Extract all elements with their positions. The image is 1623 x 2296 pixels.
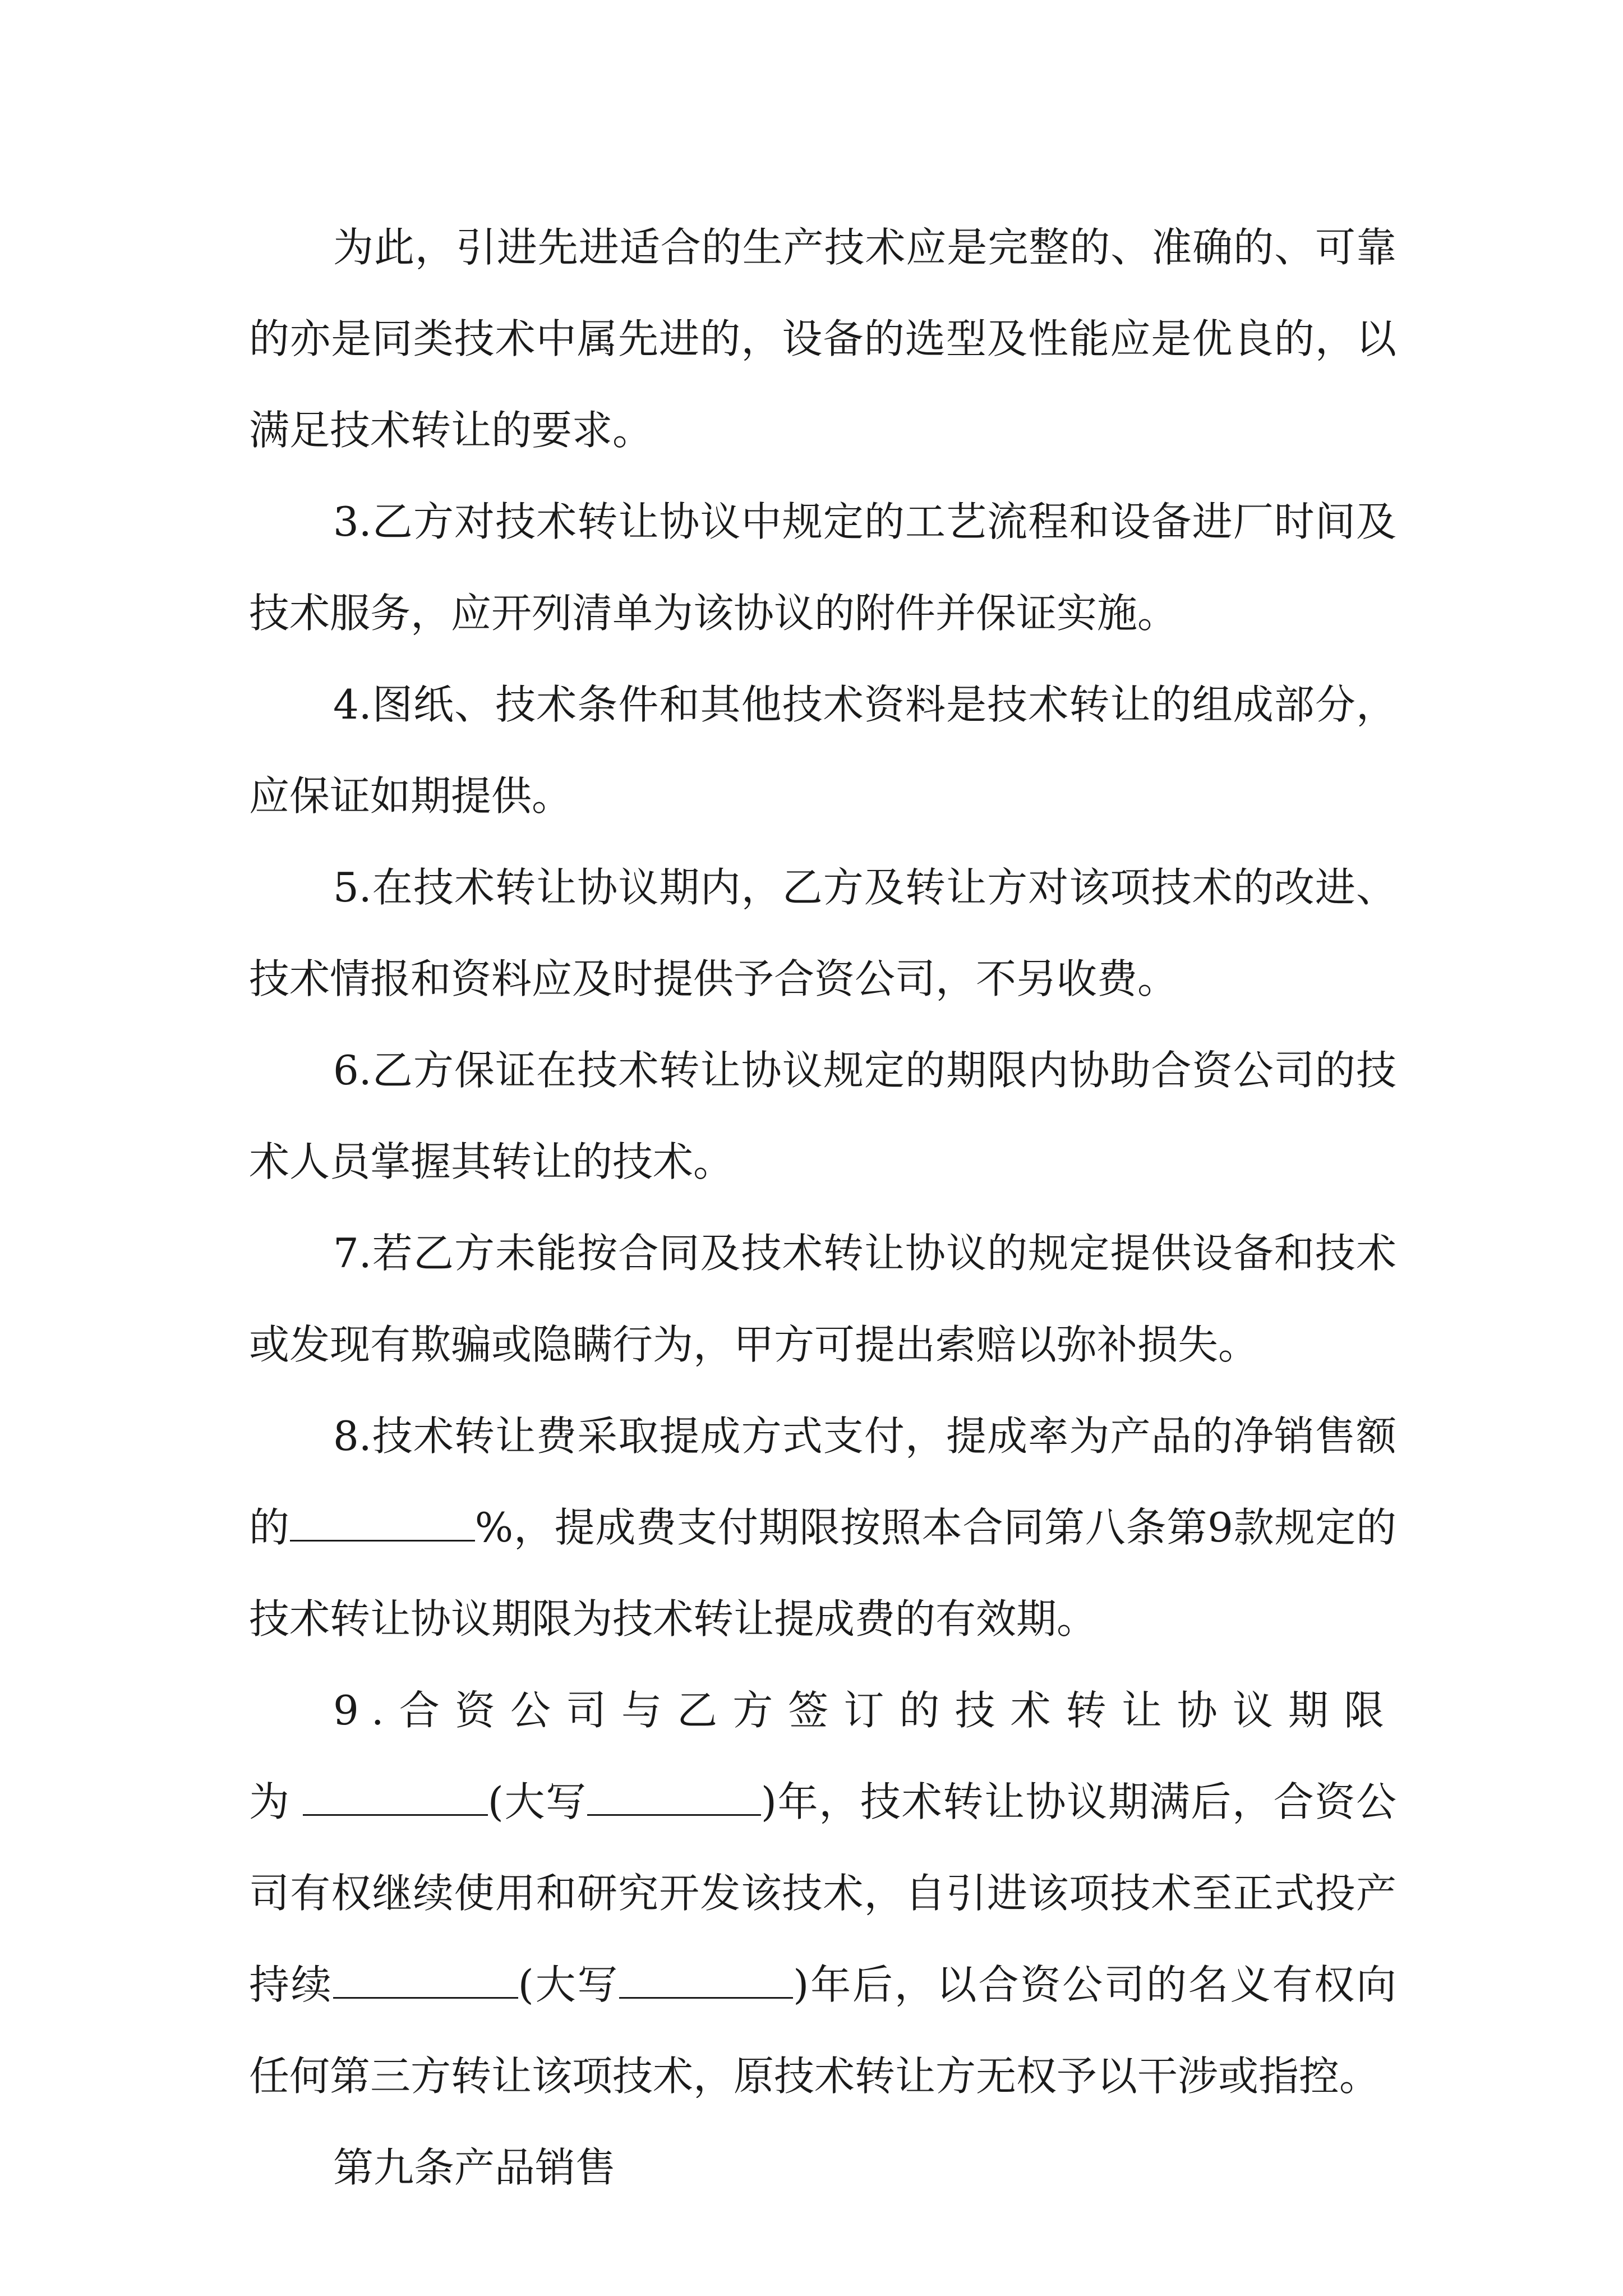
clause-8-text-before: 8.技术转让费采取提成方式支付，提成率为产品的净销售额的 xyxy=(249,1412,1396,1551)
section-heading-article-9: 第九条产品销售 xyxy=(333,2144,616,2191)
agreement-term-uppercase-blank xyxy=(587,1780,761,1816)
clause-9-text-c: )年，技术转让协议期满后，合资公司有权继续使用和研究开发该技术，自引进该项技术至正式投产持续 xyxy=(249,1778,1397,2008)
paragraph-clause-5: 5.在技术转让协议期内，乙方及转让方对该项技术的改进、技术情报和资料应及时提供予合资公司，不另收费。 xyxy=(249,864,1396,1002)
paragraph-clause-4: 4.图纸、技术条件和其他技术资料是技术转让的组成部分，应保证如期提供。 xyxy=(249,681,1396,820)
paragraph-clause-9 xyxy=(249,1665,1396,2122)
paragraph-clause-6: 6.乙方保证在技术转让协议规定的期限内协助合资公司的技术人员掌握其转让的技术。 xyxy=(249,1047,1396,1185)
clause-9-text-b: (大写 xyxy=(487,1778,587,1825)
clause-8-text-after: %，提成费支付期限按照本合同第八条第9款规定的技术转让协议期限为技术转让提成费的有效期。 xyxy=(249,1504,1396,1642)
clause-9-text-a: 9.合资公司与乙方签订的技术转让协议期限为 xyxy=(249,1687,1396,1825)
production-period-uppercase-blank xyxy=(619,1963,793,1999)
agreement-term-blank xyxy=(303,1780,488,1816)
document-body xyxy=(249,202,1396,2214)
paragraph-clause-3: 3.乙方对技术转让协议中规定的工艺流程和设备进厂时间及技术服务，应开列清单为该协议的附件并保证实施。 xyxy=(249,498,1396,637)
clause-9-text-d: (大写 xyxy=(518,1961,620,2008)
paragraph-intro: 为此，引进先进适合的生产技术应是完整的、准确的、可靠的亦是同类技术中属先进的，设备的选型及性能应是优良的，以满足技术转让的要求。 xyxy=(249,224,1396,454)
clause-9-text-e: )年后，以合资公司的名义有权向任何第三方转让该项技术，原技术转让方无权予以干涉或指控。 xyxy=(249,1961,1396,2100)
paragraph-clause-8 xyxy=(249,1391,1396,1665)
production-period-blank xyxy=(333,1963,518,1999)
royalty-rate-blank xyxy=(290,1506,475,1542)
paragraph-clause-7: 7.若乙方未能按合同及技术转让协议的规定提供设备和技术或发现有欺骗或隐瞒行为，甲方可提出索赔以弥补损失。 xyxy=(249,1230,1396,1368)
